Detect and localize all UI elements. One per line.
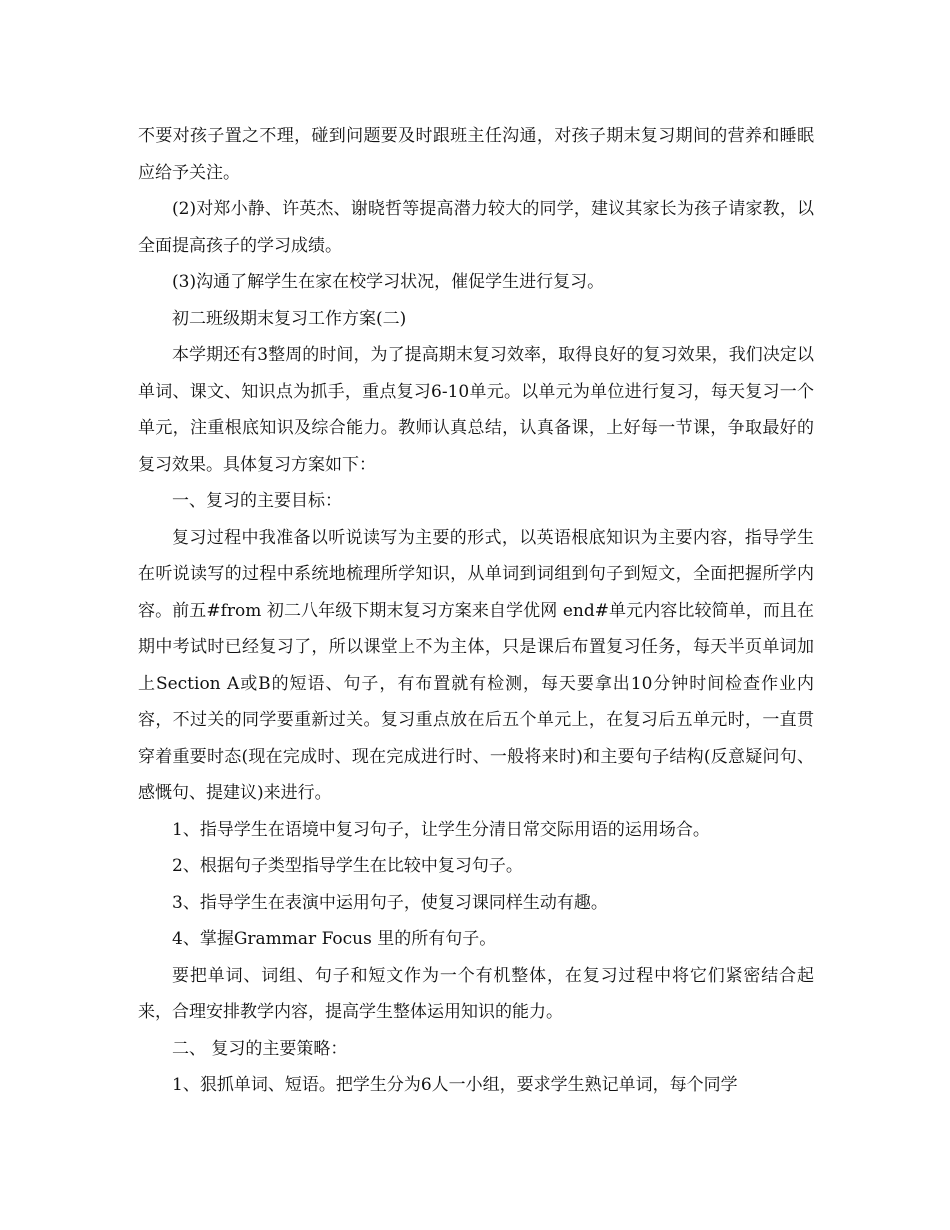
list-item: 4、掌握Grammar Focus 里的所有句子。	[172, 929, 497, 949]
paragraph: (3)沟通了解学生在家在校学习状况，催促学生进行复习。	[172, 272, 605, 292]
paragraph: (2)对郑小静、许英杰、谢晓哲等提高潜力较大的同学，建议其家长为孩子请家教，以全面提高孩子的学习成绩。	[138, 199, 814, 256]
list-item: 1、狠抓单词、短语。把学生分为6人一小组，要求学生熟记单词，每个同学	[172, 1075, 738, 1095]
list-item: 3、指导学生在表演中运用句子，使复习课同样生动有趣。	[172, 892, 608, 913]
list-item: 1、指导学生在语境中复习句子，让学生分清日常交际用语的运用场合。	[172, 819, 710, 840]
list-item: 2、根据句子类型指导学生在比较中复习句子。	[172, 856, 523, 876]
paragraph: 复习过程中我准备以听说读写为主要的形式，以英语根底知识为主要内容，指导学生在听说读写的过程中系统地梳理所学知识，从单词到词组到句子到短文，全面把握所学内容。前五#from 初二八年级下期末复习方案来自学优网 end#单元内容比较简单，而且在期中考试时已经复习了，所以课堂上不为主体，只是课后布置复习任务，每天半页单词加上Section A或B的短语、句子，有布置就有检测，每天要拿出10分钟时间检查作业内容，不过关的同学要重新过关。复习重点放在后五个单元上，在复习后五单元时，一直贯穿着重要时态(现在完成时、现在完成进行时、一般将来时)和主要句子结构(反意疑问句、感慨句、提建议)来进行。	[138, 527, 814, 803]
section-heading: 二、 复习的主要策略：	[172, 1038, 348, 1059]
paragraph: 本学期还有3整周的时间，为了提高期末复习效率，取得良好的复习效果，我们决定以单词、课文、知识点为抓手，重点复习6-10单元。以单元为单位进行复习，每天复习一个单元，注重根底知识及综合能力。教师认真总结，认真备课，上好每一节课，争取最好的复习效果。具体复习方案如下：	[138, 345, 814, 475]
section-heading: 一、复习的主要目标：	[172, 491, 342, 511]
paragraph: 不要对孩子置之不理，碰到问题要及时跟班主任沟通，对孩子期末复习期间的营养和睡眠应给予关注。	[138, 126, 814, 183]
document-body	[138, 118, 814, 1104]
paragraph: 要把单词、词组、句子和短文作为一个有机整体，在复习过程中将它们紧密结合起来，合理安排教学内容，提高学生整体运用知识的能力。	[138, 965, 814, 1022]
section-title: 初二班级期末复习工作方案(二)	[172, 308, 407, 329]
